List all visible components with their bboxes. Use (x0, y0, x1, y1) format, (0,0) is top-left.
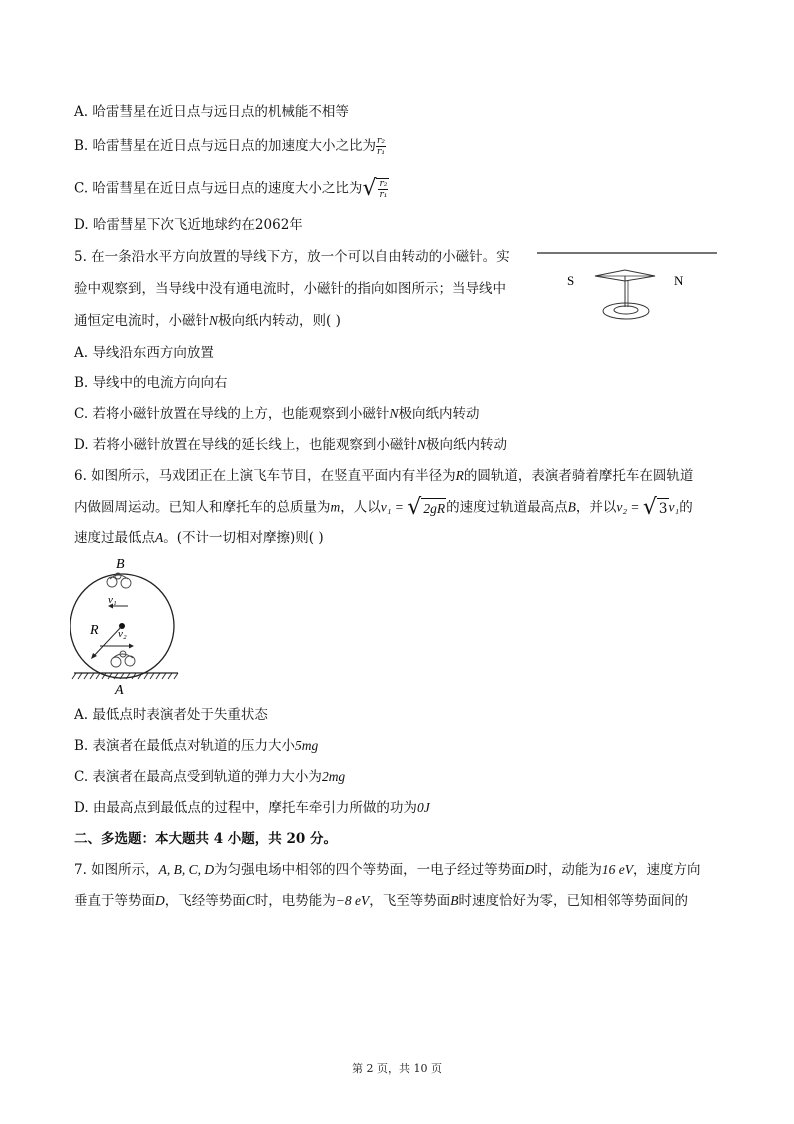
q6-stem-line2 (74, 497, 693, 519)
q5-stem-line3-a: 通恒定电流时，小磁针 (74, 313, 209, 329)
q4-option-d (74, 215, 303, 235)
q7-l2-a: 垂直于等势面 (74, 893, 155, 909)
q6-l2-a: 内做圆周运动。已知人和摩托车的总质量为 (74, 499, 331, 516)
q5-option-d-a: D. 若将小磁针放置在导线的延长线上，也能观察到小磁针 (74, 437, 417, 453)
q7-l1-a: 7. 如图所示， (74, 862, 159, 878)
q7-l1-ev: 16 eV (601, 862, 634, 877)
q6-sqrt-3: √ 3 (642, 495, 668, 520)
compass-base-outer (603, 303, 649, 319)
q7-l2-dtext: ，飞至等势面 (369, 893, 451, 909)
compass-n-label: N (674, 273, 684, 288)
q6-l2-b-point: B (567, 499, 576, 515)
q7-l1-b: 为匀强电场中相邻的四个等势面，一电子经过等势面 (214, 862, 525, 878)
q6-l3-a: 速度过最低点 (74, 530, 155, 546)
q6-option-c (74, 767, 345, 787)
q6-l2-c: 的速度过轨道最高点 (446, 499, 568, 516)
q7-l2-ev: −8 eV (335, 893, 370, 908)
q5-option-c-a: C. 若将小磁针放置在导线的上方，也能观察到小磁针 (74, 406, 390, 422)
q7-l1-dtext: ，速度方向 (633, 862, 701, 878)
q6-l2-b: ，人以 (340, 499, 381, 516)
q6-l2-v2: v₂ = (616, 499, 643, 515)
v1-label: v₁ (108, 594, 117, 606)
q5-option-c (74, 404, 479, 424)
q5-option-b (74, 373, 228, 393)
point-b-label: B (116, 557, 125, 572)
q6-option-b-val: 5mg (295, 738, 319, 753)
q7-stem-line2 (74, 891, 688, 911)
q7-stem-line1 (74, 860, 701, 880)
q7-l2-b: ，飞经等势面 (164, 893, 246, 909)
q5-option-d-var: N (416, 437, 426, 452)
q7-l2-e: 时速度恰好为零，已知相邻等势面间的 (458, 893, 688, 909)
q7-l2-c: C (245, 893, 255, 908)
q4-option-d-text: D. 哈雷彗星下次飞近地球约在2062年 (74, 217, 303, 233)
q5-var-n: N (209, 313, 219, 328)
q4-c-numerator: r₂ (379, 179, 388, 189)
q6-stem-line3 (74, 528, 324, 548)
q6-sqrt1-body: 2gR (421, 498, 446, 519)
q7-l1-d: D (524, 862, 535, 877)
q4-option-b-text: B. 哈雷彗星在近日点与远日点的加速度大小之比为 (74, 138, 377, 154)
q7-l2-d: D (155, 893, 165, 908)
q6-option-a (74, 705, 268, 725)
q6-option-b-text: B. 表演者在最低点对轨道的压力大小 (74, 738, 296, 754)
q6-option-b (74, 736, 318, 756)
q6-loop-figure (70, 555, 190, 697)
q5-compass-figure (535, 245, 725, 330)
q7-l2-bvar: B (450, 893, 459, 908)
q6-l2-m: m (330, 499, 341, 515)
q5-option-a-text: A. 导线沿东西方向放置 (74, 345, 214, 361)
q6-option-d-text: D. 由最高点到最低点的过程中，摩托车牵引力所做的功为 (74, 800, 417, 816)
q4-c-denominator: r₁ (379, 190, 388, 200)
q5-option-a (74, 343, 214, 363)
q6-stem-line1 (74, 466, 693, 486)
q6-l1-a: 6. 如图所示，马戏团正在上演飞车节目，在竖直平面内有半径为 (74, 468, 456, 484)
q4-option-a (74, 102, 349, 122)
q5-option-c-var: N (389, 406, 399, 421)
q6-l3-b: 。(不计一切相对摩擦)则( ) (163, 530, 324, 546)
q5-option-d (74, 435, 507, 455)
q4-b-denominator: r₁ (377, 147, 385, 157)
q4-b-numerator: r₂ (377, 136, 385, 146)
q5-stem-line3 (74, 311, 341, 331)
q6-l2-v1b: v₁ (668, 499, 680, 515)
compass-s-label: S (567, 273, 575, 288)
q6-l1-var-r: R (455, 468, 464, 483)
q6-option-d-val: 0J (416, 800, 430, 815)
q5-option-c-b: 极向纸内转动 (398, 406, 480, 422)
q6-option-c-val: 2mg (321, 769, 346, 784)
q7-l1-vars: A, B, C, D (158, 862, 215, 877)
q6-l2-d: ，并以 (575, 499, 617, 516)
q4-option-a-text: A. 哈雷彗星在近日点与远日点的机械能不相等 (74, 104, 349, 120)
v2-label: v₂ (118, 628, 127, 640)
q5-stem-line3-b: 极向纸内转动，则( ) (218, 313, 341, 329)
q6-l1-b: 的圆轨道，表演者骑着摩托车在圆轨道 (463, 468, 694, 484)
q5-stem-line2-text: 验中观察到，当导线中没有通电流时，小磁针的指向如图所示；当导线中 (74, 281, 506, 297)
q6-sqrt2-body: 3 (657, 498, 669, 519)
q5-option-b-text: B. 导线中的电流方向向右 (74, 375, 228, 391)
q4-option-c (74, 178, 389, 200)
q4-option-b (74, 136, 386, 157)
q6-l3-a-point: A (155, 530, 164, 545)
point-a-label: A (115, 683, 124, 697)
section-heading-multi-choice (74, 829, 337, 849)
q6-option-a-text: A. 最低点时表演者处于失重状态 (74, 707, 268, 723)
q6-option-c-text: C. 表演者在最高点受到轨道的弹力大小为 (74, 769, 322, 785)
q6-sqrt-2gr: √ 2gR (407, 495, 446, 520)
q4-option-c-text: C. 哈雷彗星在近日点与远日点的速度大小之比为 (74, 180, 363, 197)
radius-label: R (90, 623, 99, 638)
q6-l2-e: 的 (679, 499, 693, 516)
q4-option-c-sqrt: √ $\frac{\text{r₂}}{\text{r₁}}$ (362, 176, 388, 201)
q6-option-d (74, 798, 430, 818)
page-footer: 第 2 页，共 10 页 (352, 1062, 442, 1075)
q5-stem-line1 (74, 247, 510, 267)
q7-l2-ctext: 时，电势能为 (254, 893, 336, 909)
q5-stem-line1-text: 5. 在一条沿水平方向放置的导线下方，放一个可以自由转动的小磁针。实 (74, 249, 510, 265)
motorcycle-bottom-icon (111, 651, 135, 667)
compass-base-inner (614, 306, 638, 314)
q5-stem-line2 (74, 279, 506, 299)
q5-option-d-b: 极向纸内转动 (425, 437, 507, 453)
q6-l2-v1: v₁ = (380, 499, 408, 515)
section-heading-text: 二、多选题：本大题共 4 小题，共 20 分。 (74, 831, 337, 847)
q4-option-b-fraction (376, 136, 386, 157)
q7-l1-c: 时，动能为 (534, 862, 602, 878)
